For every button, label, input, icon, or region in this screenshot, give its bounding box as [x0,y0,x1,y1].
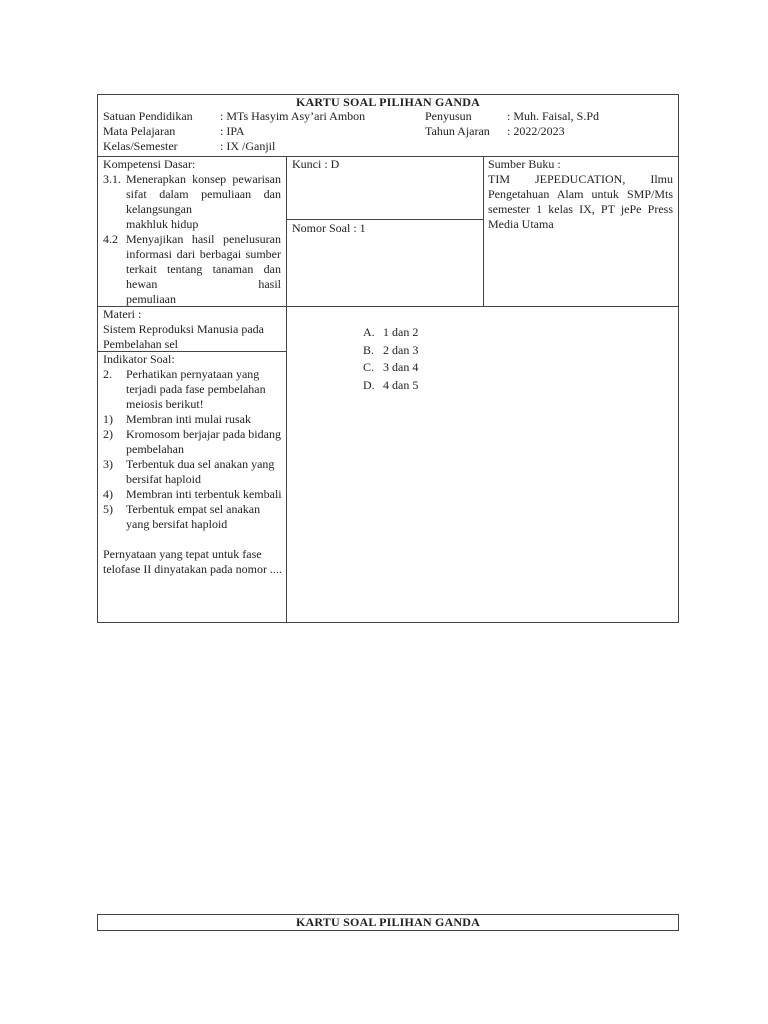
statement-item [103,412,285,427]
card-title: KARTU SOAL PILIHAN GANDA [295,95,481,109]
statement-text: Membran inti terbentuk kembali [126,487,282,501]
statement-text: Kromosom berjajar pada bidang pembelahan [126,427,281,456]
option-letter: C. [363,360,375,374]
kompetensi-item [103,172,281,232]
kompetensi-number: 4.2 [103,232,118,246]
penyusun-label: Penyusun [425,109,472,123]
indikator-section [103,352,285,577]
materi-label: Materi : [103,307,142,321]
indikator-number: 2. [103,367,112,381]
kompetensi-text: Menyajikan hasil penelusuran informasi dari berbagai sumber terkait tentang tanaman dan hewan hasil [126,232,281,291]
option-text: 4 dan 5 [383,377,419,392]
statement-number: 5) [103,502,113,516]
card-title: KARTU SOAL PILIHAN GANDA [295,915,481,929]
option-letter: B. [363,342,375,357]
mata-pelajaran-label: Mata Pelajaran [103,124,176,138]
table-divider [483,156,484,306]
indikator-label: Indikator Soal: [103,352,175,366]
statement-item [103,427,285,457]
kompetensi-text: Menerapkan konsep pewarisan sifat dalam pemuliaan dan kelangsungan [126,172,281,216]
question-card-2 [97,914,679,931]
statement-item [103,457,285,487]
option-text: 1 dan 2 [383,325,419,339]
satuan-pendidikan-label: Satuan Pendidikan [103,109,193,123]
materi-section [103,307,285,352]
materi-text: Sistem Reproduksi Manusia pada Pembelahan sel [103,322,264,351]
option-text: 3 dan 4 [383,360,419,374]
option-b[interactable] [363,343,418,361]
statement-item [103,502,285,532]
option-letter: A. [363,325,375,339]
question-card [97,94,679,623]
tahun-ajaran-value: : 2022/2023 [507,124,565,138]
statement-number: 4) [103,487,113,501]
indikator-intro [103,367,285,412]
satuan-pendidikan-value: : MTs Hasyim Asy’ari Ambon [220,109,366,123]
kelas-semester-value: : IX /Ganjil [220,139,276,153]
statement-number: 3) [103,457,113,471]
option-text: 2 dan 3 [383,342,419,357]
statement-text: Terbentuk empat sel anakan yang bersifat haploid [126,502,261,531]
option-c[interactable] [363,360,418,378]
indikator-intro-text: Perhatikan pernyataan yang terjadi pada fase pembelahan meiosis berikut! [126,367,266,411]
card-metadata [103,109,673,154]
kompetensi-item [103,232,281,307]
kompetensi-number: 3.1. [103,172,121,186]
kompetensi-text-end: pemuliaan [126,292,176,306]
source-book-label: Sumber Buku : [488,157,561,171]
kompetensi-dasar-label: Kompetensi Dasar: [103,157,196,171]
statement-text: Terbentuk dua sel anakan yang bersifat haploid [126,457,275,486]
answer-options [363,325,418,395]
option-d[interactable] [363,378,418,396]
answer-key: Kunci : D [292,157,340,171]
tahun-ajaran-label: Tahun Ajaran [425,124,490,138]
source-book [488,157,673,232]
source-book-text: TIM JEPEDUCATION, Ilmu Pengetahuan Alam untuk SMP/Mts semester 1 kelas IX, PT jePe Press Media Utama [488,172,673,231]
kelas-semester-label: Kelas/Semester [103,139,178,153]
kompetensi-text-end: makhluk hidup [126,217,199,231]
question-text: Pernyataan yang tepat untuk fase telofase II dinyatakan pada nomor .... [103,547,282,576]
penyusun-value: : Muh. Faisal, S.Pd [507,109,600,123]
option-letter: D. [363,377,375,392]
statement-item [103,487,285,502]
statement-number: 1) [103,412,113,426]
mata-pelajaran-value: : IPA [220,124,245,138]
table-divider [287,219,483,220]
statement-text: Membran inti mulai rusak [126,412,251,426]
table-divider [286,156,287,622]
option-a[interactable] [363,325,418,343]
statement-number: 2) [103,427,113,441]
question-number: Nomor Soal : 1 [292,221,366,235]
